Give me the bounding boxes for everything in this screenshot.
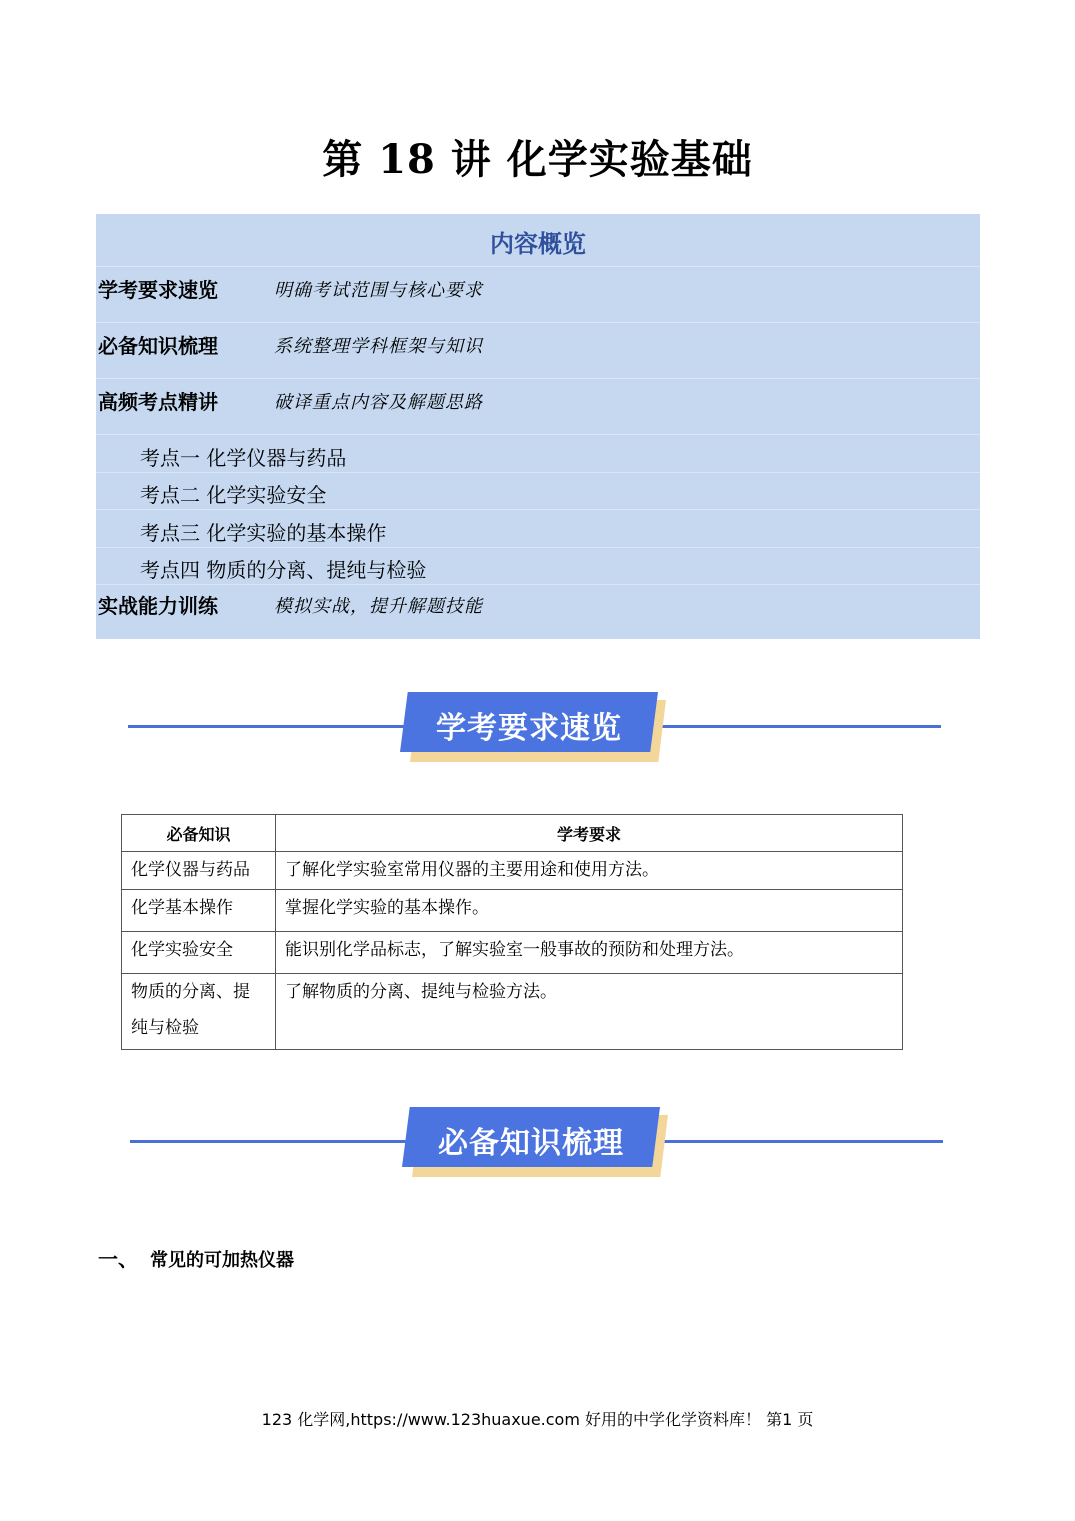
divider: [96, 547, 980, 548]
table-row: [122, 890, 903, 932]
exam-point-2: 考点二 化学实验安全: [140, 483, 327, 507]
exam-point-3: 考点三 化学实验的基本操作: [140, 521, 387, 545]
table-header: 学考要求: [276, 815, 903, 852]
banner-rule-right: [657, 1140, 943, 1143]
overview-item-key: 实战能力训练: [98, 594, 218, 618]
section-title: 常见的可加热仪器: [150, 1250, 294, 1271]
table-row: [122, 852, 903, 890]
table-cell: 化学实验安全: [122, 932, 276, 974]
overview-item-key: 高频考点精讲: [98, 390, 218, 414]
overview-item: [98, 386, 978, 426]
table-cell: 物质的分离、提纯与检验: [122, 974, 276, 1050]
divider: [96, 584, 980, 585]
content-overview-box: [96, 214, 980, 639]
overview-item: [98, 590, 978, 630]
section-banner-knowledge: [0, 1103, 1075, 1183]
table-row: [122, 932, 903, 974]
requirements-table: [121, 814, 903, 1050]
overview-item-desc: 破译重点内容及解题思路: [274, 392, 483, 413]
exam-point-4: 考点四 物质的分离、提纯与检验: [140, 558, 427, 582]
banner-label: 必备知识梳理: [438, 1126, 624, 1161]
divider: [96, 509, 980, 510]
section-banner-requirements: [0, 688, 1075, 768]
page-title: 第 18 讲 化学实验基础: [322, 136, 753, 183]
divider: [96, 266, 980, 267]
overview-heading: 内容概览: [490, 230, 586, 258]
table-cell: 能识别化学品标志，了解实验室一般事故的预防和处理方法。: [276, 932, 903, 974]
table-header: 必备知识: [122, 815, 276, 852]
table-cell: 了解化学实验室常用仪器的主要用途和使用方法。: [276, 852, 903, 890]
table-row: [122, 974, 903, 1050]
divider: [96, 322, 980, 323]
table-cell: 化学仪器与药品: [122, 852, 276, 890]
table-cell: 掌握化学实验的基本操作。: [276, 890, 903, 932]
banner-rule-left: [130, 1140, 410, 1143]
overview-item-desc: 明确考试范围与核心要求: [274, 280, 483, 301]
section-heading: [98, 1243, 294, 1272]
table-cell: 了解物质的分离、提纯与检验方法。: [276, 974, 903, 1050]
overview-item-desc: 模拟实战，提升解题技能: [274, 596, 483, 617]
page-footer: 123 化学网,https://www.123huaxue.com 好用的中学化学资料库！ 第1 页: [261, 1410, 814, 1429]
table-header-row: [122, 815, 903, 852]
banner-label: 学考要求速览: [436, 711, 622, 746]
table-cell: 化学基本操作: [122, 890, 276, 932]
divider: [96, 378, 980, 379]
divider: [96, 434, 980, 435]
exam-point-1: 考点一 化学仪器与药品: [140, 446, 347, 470]
overview-item: [98, 274, 978, 314]
overview-item: [98, 330, 978, 370]
divider: [96, 472, 980, 473]
banner-rule-left: [128, 725, 408, 728]
banner-rule-right: [655, 725, 941, 728]
overview-item-key: 学考要求速览: [98, 278, 218, 302]
overview-item-desc: 系统整理学科框架与知识: [274, 336, 483, 357]
section-number: 一、: [98, 1247, 138, 1271]
overview-item-key: 必备知识梳理: [98, 334, 218, 358]
